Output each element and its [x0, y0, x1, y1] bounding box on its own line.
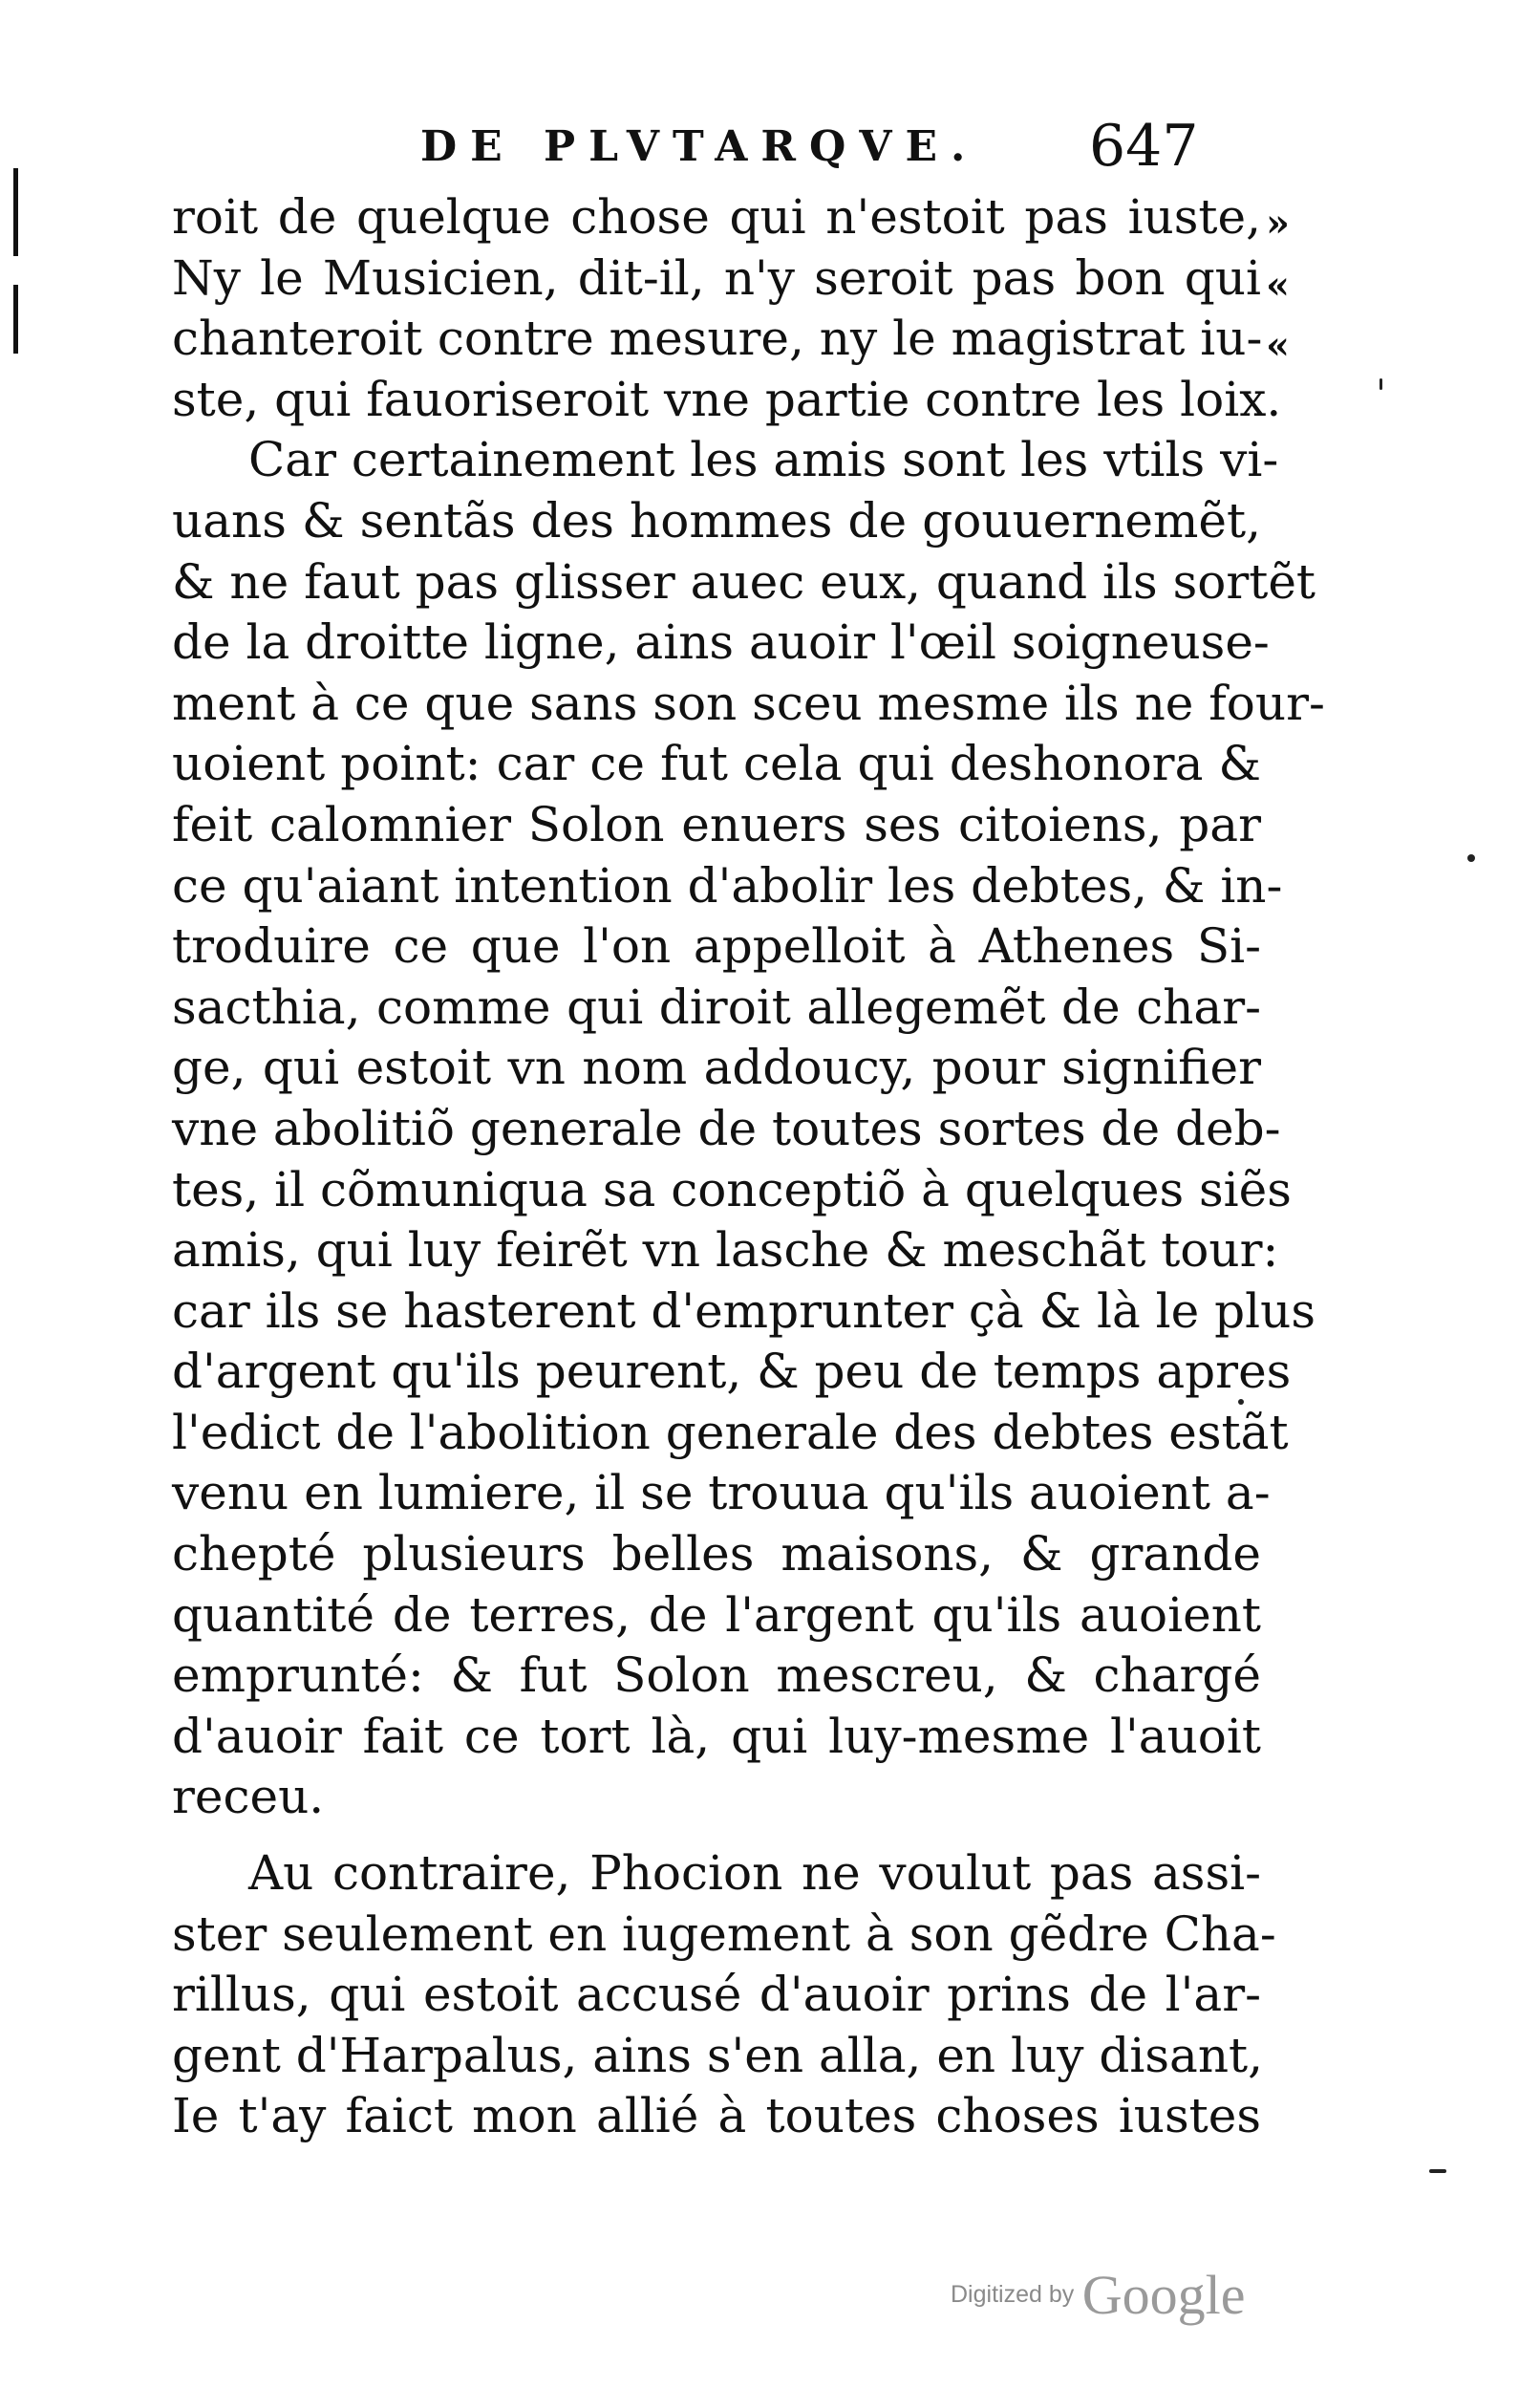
text-line: sacthia, comme qui diroit allegemẽt de char- [172, 979, 1261, 1035]
digitized-watermark [951, 2263, 1245, 2327]
text-line: uans & sentãs des hommes de gouuernemẽt, [172, 492, 1261, 549]
ink-speck [1429, 2169, 1446, 2173]
paragraph-gap [172, 1828, 1261, 1843]
text-line: ment à ce que sans son sceu mesme ils ne four- [172, 675, 1325, 731]
text-line: tes, il cõmuniqua sa conceptiõ à quelques siẽs [172, 1161, 1292, 1217]
ink-speck [1380, 378, 1382, 390]
text-line: Car certainement les amis sont les vtils vi- [248, 432, 1279, 488]
text-line: de la droitte ligne, ains auoir l'œil soigneuse- [172, 614, 1270, 671]
text-line: Au contraire, Phocion ne voulut pas assi- [248, 1845, 1261, 1902]
text-line: ster seulement en iugement à son gẽdre Cha- [172, 1905, 1276, 1962]
text-line: feit calomnier Solon enuers ses citoiens, par [172, 796, 1261, 852]
text-line: uoient point: car ce fut cela qui deshonora & [172, 736, 1261, 792]
binding-mark-top [13, 168, 18, 256]
ink-speck [1467, 854, 1475, 862]
text-line: emprunté: & fut Solon mescreu, & chargé [172, 1647, 1261, 1704]
text-line: l'edict de l'abolition generale des debtes estãt [172, 1404, 1289, 1460]
text-line: ste, qui fauoriseroit vne partie contre les loix. [172, 371, 1282, 427]
margin-quote-mark: « [1266, 263, 1290, 308]
margin-quote-mark: « [1266, 323, 1290, 368]
text-line: chanteroit contre mesure, ny le magistrat iu- [172, 311, 1263, 367]
body-text [172, 187, 1325, 2147]
text-line: venu en lumiere, il se trouua qu'ils auoient a- [172, 1465, 1271, 1521]
margin-quote-mark: » [1266, 201, 1290, 246]
text-line: receu. [172, 1769, 325, 1825]
text-line: ge, qui estoit vn nom addoucy, pour signifier [172, 1040, 1261, 1096]
page-number: 647 [1089, 113, 1199, 180]
running-title: DE PLVTARQVE. [420, 122, 979, 171]
google-logo: Google [1081, 2264, 1246, 2326]
text-line: chepté plusieurs belles maisons, & grande [172, 1526, 1261, 1582]
text-line: & ne faut pas glisser auec eux, quand ils sortẽt [172, 553, 1316, 610]
text-line: d'argent qu'ils peurent, & peu de temps apres [172, 1344, 1292, 1400]
text-line: d'auoir fait ce tort là, qui luy-mesme l'auoit [172, 1708, 1261, 1764]
text-line: car ils se hasterent d'emprunter çà & là le plus [172, 1282, 1315, 1339]
text-line: Ie t'ay faict mon allié à toutes choses iustes [172, 2088, 1261, 2144]
watermark-prefix: Digitized by [951, 2281, 1075, 2308]
text-line: rillus, qui estoit accusé d'auoir prins de l'ar- [172, 1967, 1261, 2023]
binding-mark-bottom [13, 285, 18, 354]
text-line: quantité de terres, de l'argent qu'ils auoient [172, 1586, 1261, 1643]
text-line: Ny le Musicien, dit-il, n'y seroit pas bon qui [172, 249, 1261, 306]
text-line: amis, qui luy feirẽt vn lasche & meschãt tour: [172, 1222, 1279, 1279]
text-line: roit de quelque chose qui n'estoit pas iuste, [172, 189, 1261, 245]
text-line: vne abolitiõ generale de toutes sortes de deb- [172, 1100, 1281, 1156]
text-line: ce qu'aiant intention d'abolir les debtes, & in- [172, 857, 1283, 914]
text-line: gent d'Harpalus, ains s'en alla, en luy disant, [172, 2027, 1264, 2083]
text-line: troduire ce que l'on appelloit à Athenes Si- [172, 918, 1261, 975]
